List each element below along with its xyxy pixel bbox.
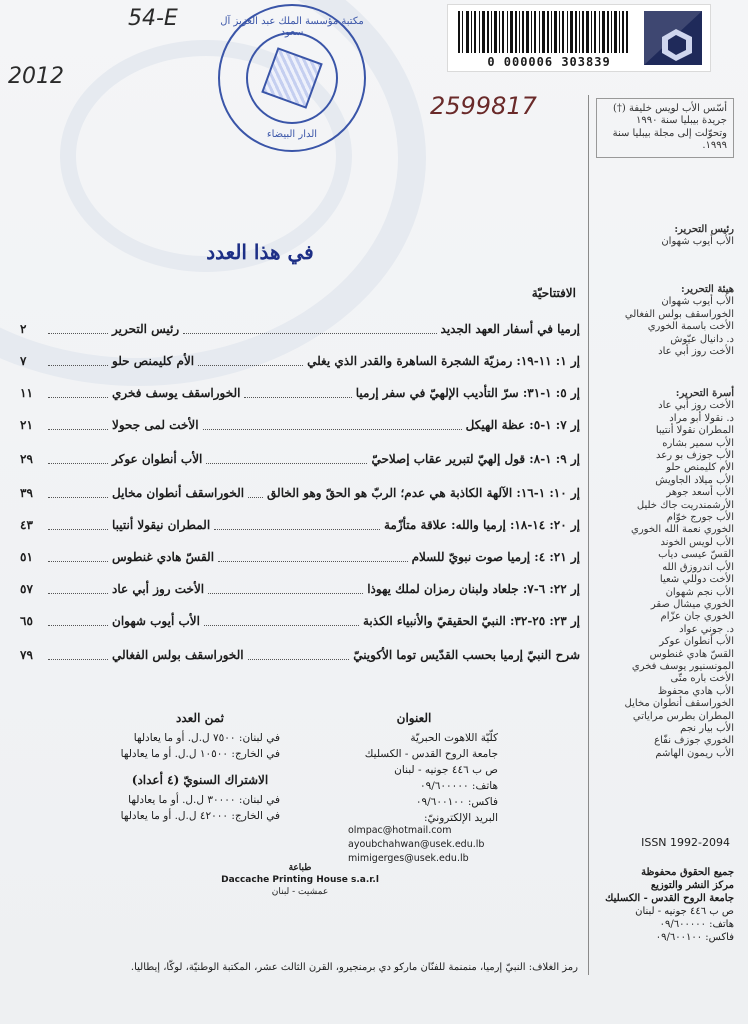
- toc-topic: إر ٧: ١-٥: عظة الهيكل: [465, 418, 580, 432]
- board-member: الأب أيوب شهوان: [661, 296, 734, 308]
- family-member: الأب هادي محفوظ: [657, 685, 734, 697]
- toc-page: ٥٧: [20, 582, 33, 596]
- price-line: في الخارج: ١٠٥٠٠ ل.ل. أو ما يعادلها: [120, 748, 280, 760]
- family-member: القسّ عيسى دياب: [658, 549, 734, 561]
- editor-heading: رئيس التحرير:: [674, 224, 734, 235]
- toc-section-label: الافتتاحيّة: [531, 286, 576, 300]
- leader-dots: [206, 455, 367, 464]
- address-block: [330, 710, 498, 826]
- address-line: ص ب ٤٤٦ جونيه - لبنان: [394, 764, 498, 776]
- family-member: الخوري ميشال صقر: [650, 598, 734, 610]
- toc-page: ١١: [20, 386, 33, 400]
- toc-row: [20, 610, 580, 632]
- family-member: المطران بطرس مراياتي: [632, 710, 734, 722]
- stamp-top-text: مكتبة مؤسسة الملك عبد العزيز آل سعود: [220, 16, 364, 38]
- leader-dots: [48, 651, 108, 660]
- address-line: هاتف: ٠٩/٦٠٠٠٠٠: [419, 780, 498, 792]
- toc-page: ٢٩: [20, 452, 33, 466]
- toc-topic: شرح النبيّ إرميا بحسب القدّيس توما الأكوينيّ: [353, 648, 580, 662]
- family-member: الأرشمندريت جاك خليل: [636, 499, 734, 511]
- leader-dots: [48, 421, 108, 430]
- price-line: في لبنان: ٧٥٠٠ ل.ل. أو ما يعادلها: [133, 732, 280, 744]
- address-line: فاكس: ٠٩/٦٠٠١٠٠: [415, 796, 498, 808]
- toc-row: [20, 514, 580, 536]
- toc-author: الأخت لمى جحولا: [112, 418, 199, 432]
- address-line: البريد الإلكترونيّ:: [424, 812, 498, 824]
- toc-row: [20, 350, 580, 372]
- toc-topic: إر ٢١: ٤: إرميا صوت نبويّ للسلام: [411, 550, 580, 564]
- toc-author: المطران نيقولا أنتيبا: [112, 518, 211, 532]
- library-stamp: [218, 4, 366, 152]
- toc-row: [20, 644, 580, 666]
- price-block: [120, 710, 280, 824]
- cover-caption: رمز الغلاف: النبيّ إرميا، منمنمة للفنّان ماركو دي برمنجيرو، القرن الثالث عشر، المكتبة الوطنيّة، لوكّا، إيطاليا.: [130, 962, 578, 973]
- toc-page: ٢١: [20, 418, 33, 432]
- toc-row: [20, 414, 580, 436]
- family-heading: أسرة التحرير:: [675, 388, 734, 399]
- toc-author: الأم كليمنص حلو: [112, 354, 195, 368]
- family-member: الخوري نعمة الله الخوري: [631, 524, 734, 536]
- toc-row: [20, 448, 580, 470]
- sidebar-family: [596, 388, 734, 760]
- leader-dots: [48, 617, 108, 626]
- leader-dots: [214, 521, 380, 530]
- toc-row: [20, 482, 580, 504]
- leader-dots: [218, 553, 408, 562]
- family-member: الأب ميلاد الجاويش: [655, 474, 734, 486]
- leader-dots: [48, 389, 108, 398]
- publisher-logo-icon: [644, 11, 702, 65]
- leader-dots: [48, 521, 108, 530]
- address-line: جامعة الروح القدس - الكسليك: [364, 748, 498, 760]
- rights-line: جامعة الروح القدس - الكسليك: [605, 893, 734, 904]
- family-member: الأب لويس الخوند: [660, 536, 734, 548]
- toc-author: الخوراسقف أنطوان مخايل: [112, 486, 245, 500]
- family-member: القسّ هادي غنطوس: [649, 648, 734, 660]
- toc-row: [20, 546, 580, 568]
- family-member: الخوري جان عزّام: [660, 611, 734, 623]
- email-link[interactable]: olmpac@hotmail.com: [348, 825, 452, 836]
- leader-dots: [48, 585, 108, 594]
- leader-dots: [248, 489, 263, 498]
- toc-row: [20, 578, 580, 600]
- family-member: الأخت روز أبي عاد: [658, 400, 734, 412]
- family-member: الأب جورج خوّام: [666, 512, 734, 524]
- toc-row: [20, 382, 580, 404]
- toc-page: ٦٥: [20, 614, 33, 628]
- email-link[interactable]: mimigerges@usek.edu.lb: [348, 853, 469, 864]
- toc-topic: إر ٥: ١-٣١: سرّ التأديب الإلهيّ في سفر إرميا: [355, 386, 580, 400]
- board-heading: هيئة التحرير:: [681, 284, 734, 295]
- family-member: د. جوني عواد: [679, 623, 734, 635]
- leader-dots: [198, 357, 303, 366]
- family-member: الأم كليمنص حلو: [666, 462, 734, 474]
- family-member: الأب بيار نجم: [680, 722, 734, 734]
- family-member: الأخت دوللي شعيا: [659, 574, 734, 586]
- toc-page: ٣٩: [20, 486, 33, 500]
- toc-page: ٧٩: [20, 648, 33, 662]
- subscription-heading: الاشتراك السنويّ (٤ أعداد): [131, 773, 269, 787]
- family-member: الأب سمير بشاره: [662, 437, 734, 449]
- toc-page: ٥١: [20, 550, 33, 564]
- printer-label: طباعة: [288, 863, 312, 873]
- toc-topic: إر ٩: ١-٨: قول إلهيّ لتبرير عقاب إصلاحيّ: [371, 452, 580, 466]
- sidebar-founder: [596, 98, 734, 158]
- barcode-number: 0 000006 303839: [487, 55, 611, 69]
- email-link[interactable]: ayoubchahwan@usek.edu.lb: [348, 839, 485, 850]
- leader-dots: [48, 455, 108, 464]
- rights-line: ص ب ٤٤٦ جونيه - لبنان: [635, 906, 734, 917]
- family-member: د. نقولا أبو مراد: [669, 412, 734, 424]
- subscription-line: في لبنان: ٣٠٠٠٠ ل.ل. أو ما يعادلها: [128, 794, 280, 806]
- stamp-inner-ring: [246, 32, 338, 124]
- family-member: الأخت باره متّى: [670, 673, 734, 685]
- barcode-icon: [458, 11, 628, 53]
- toc-author: الخوراسقف يوسف فخري: [112, 386, 241, 400]
- toc-topic: إر ٢٠: ١٤-١٨: إرميا والله: علاقة متأزّمة: [383, 518, 580, 532]
- board-member: الأخت روز أبي عاد: [658, 346, 734, 358]
- family-member: الأب جوزف بو رعد: [656, 450, 734, 462]
- founder-line: وتحوّلت إلى مجلة بيبليا سنة ١٩٩٩.: [612, 127, 727, 152]
- page-title: في هذا العدد: [206, 240, 314, 264]
- family-member: الأب اندروزق الله: [662, 561, 734, 573]
- leader-dots: [48, 357, 108, 366]
- issn-number: ISSN 1992-2094: [641, 836, 730, 849]
- toc-author: الخوراسقف بولس الفغالي: [112, 648, 244, 662]
- family-member: الأب نجم شهوان: [665, 586, 734, 598]
- stamp-emblem-icon: [261, 47, 323, 109]
- leader-dots: [48, 553, 108, 562]
- printer-name: Daccache Printing House s.a.r.l: [221, 875, 379, 885]
- email-list: [348, 824, 498, 866]
- toc-row: [20, 318, 580, 340]
- address-heading: العنوان: [396, 711, 432, 725]
- family-member: الأب أسعد جوهر: [666, 487, 734, 499]
- leader-dots: [48, 489, 108, 498]
- founder-line: أسّس الأب لويس خليفة (†): [613, 103, 727, 114]
- sidebar-editor: [596, 224, 734, 249]
- column-divider: [588, 95, 589, 975]
- subscription-line: في الخارج: ٤٢٠٠٠ ل.ل. أو ما يعادلها: [120, 810, 280, 822]
- toc-page: ٧: [20, 354, 27, 368]
- barcode-label: [447, 4, 711, 72]
- toc-author: رئيس التحرير: [112, 322, 180, 336]
- toc-topic: إر ١: ١١-١٩: رمزيّة الشجرة الساهرة والقدر الذي يغلي: [307, 354, 580, 368]
- printer-block: [220, 862, 380, 898]
- board-member: الأخت باسمة الخوري: [647, 321, 734, 333]
- handwritten-accession: 2599817: [430, 92, 537, 120]
- editor-name: الأب أيوب شهوان: [661, 236, 734, 248]
- leader-dots: [203, 421, 462, 430]
- sidebar-board: [596, 284, 734, 358]
- rights-line: مركز النشر والتوزيع: [650, 880, 734, 891]
- leader-dots: [244, 389, 351, 398]
- address-line: كلّيّة اللاهوت الحبريّة: [410, 732, 498, 744]
- rights-line: جميع الحقوق محفوظة: [641, 867, 734, 878]
- toc-topic: إرميا في أسفار العهد الجديد: [440, 322, 580, 336]
- toc-author: الأخت روز أبي عاد: [112, 582, 205, 596]
- family-member: الخوراسقف أنطوان مخايل: [624, 698, 734, 710]
- rights-block: [596, 866, 734, 944]
- handwritten-year: 2012: [8, 64, 64, 89]
- board-member: د. دانيال عيّوش: [670, 333, 734, 345]
- leader-dots: [48, 325, 108, 334]
- toc-author: القسّ هادي غنطوس: [112, 550, 215, 564]
- rights-line: فاكس: ٠٩/٦٠٠١٠٠: [655, 932, 734, 943]
- toc-topic: إر ٢٢: ٦-٧: جلعاد ولبنان رمزان لملك يهوذا: [367, 582, 580, 596]
- toc-page: ٤٣: [20, 518, 33, 532]
- leader-dots: [183, 325, 436, 334]
- leader-dots: [208, 585, 363, 594]
- toc-page: ٢: [20, 322, 27, 336]
- toc-author: الأب أنطوان عوكر: [112, 452, 203, 466]
- family-member: المونسنيور يوسف فخري: [631, 660, 734, 672]
- price-heading: ثمن العدد: [175, 711, 224, 725]
- family-member: الخوري جوزف نفّاع: [654, 735, 734, 747]
- leader-dots: [248, 651, 350, 660]
- toc-author: الأب أيوب شهوان: [112, 614, 200, 628]
- printer-place: عمشيت - لبنان: [271, 887, 329, 897]
- family-member: الأب ريمون الهاشم: [655, 747, 734, 759]
- handwritten-code: 54-E: [128, 6, 178, 31]
- family-member: المطران نقولا أنتيبا: [655, 425, 734, 437]
- family-member: الأب أنطوان عوكر: [659, 636, 734, 648]
- toc-topic: إر ٢٣: ٢٥-٣٢: النبيّ الحقيقيّ والأنبياء الكذبة: [363, 614, 580, 628]
- rights-line: هاتف: ٠٩/٦٠٠٠٠٠: [659, 919, 734, 930]
- toc-topic: إر ١٠: ١-١٦: الآلهة الكاذبة هي عدم؛ الربّ هو الحقّ وهو الخالق: [267, 486, 580, 500]
- board-member: الخوراسقف بولس الفغالي: [624, 308, 734, 320]
- stamp-bottom-text: الدار البيضاء: [266, 129, 318, 140]
- founder-line: جريدة بيبليا سنة ١٩٩٠: [636, 115, 727, 127]
- leader-dots: [204, 617, 359, 626]
